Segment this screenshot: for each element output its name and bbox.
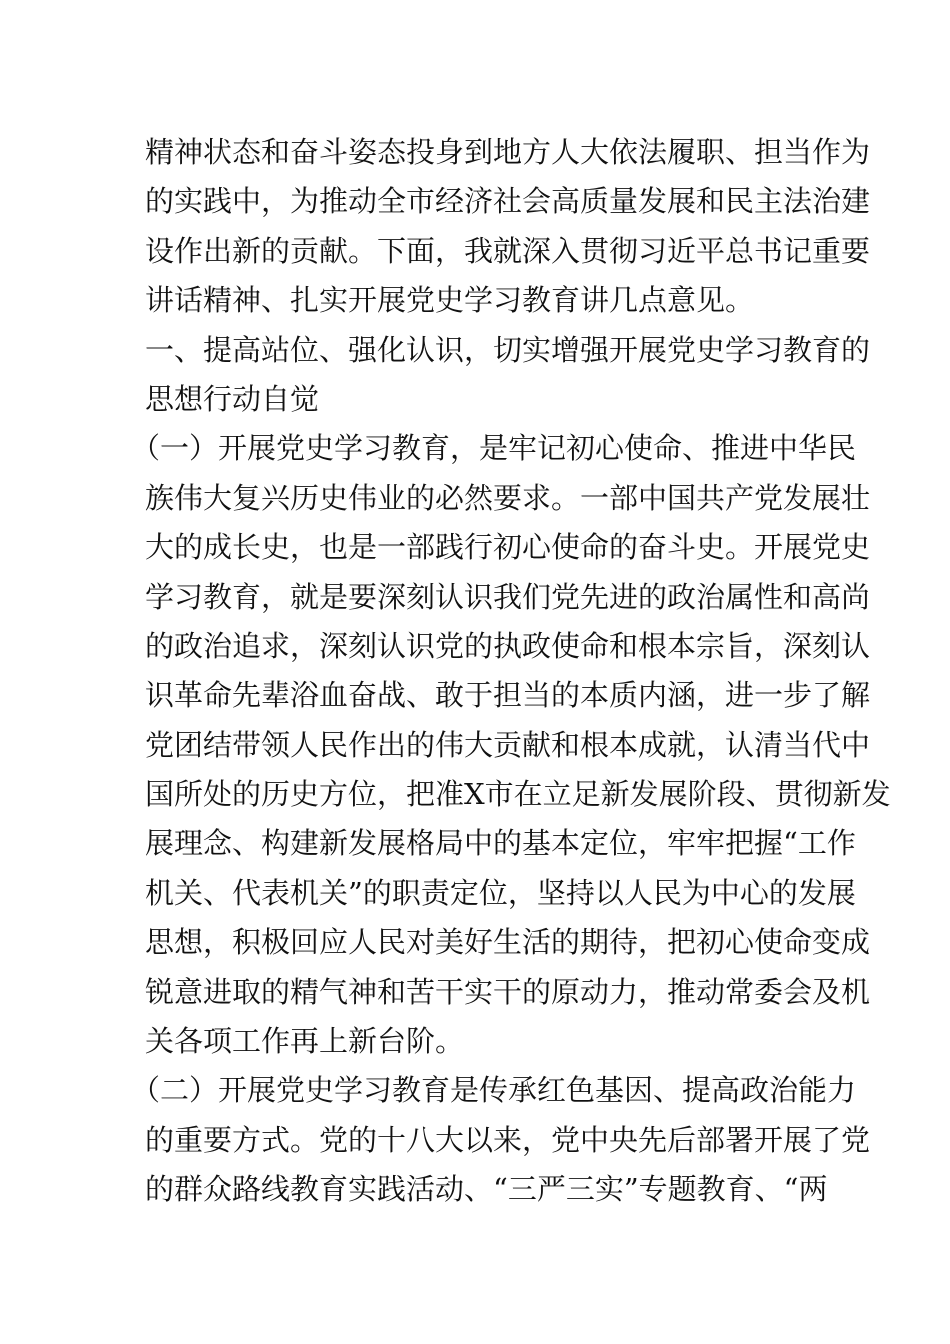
text-line: 大的成长史，也是一部践行初心使命的奋斗史。开展党史 (145, 530, 871, 565)
text-line: 族伟大复兴历史伟业的必然要求。一部中国共产党发展壮 (145, 480, 871, 515)
section-heading-line: 思想行动自觉 (145, 381, 320, 416)
text-line: 的群众路线教育实践活动、“三严三实”专题教育、“两 (145, 1172, 828, 1207)
text-line: 讲话精神、扎实开展党史学习教育讲几点意见。 (145, 283, 755, 318)
text-line: 的政治追求，深刻认识党的执政使命和根本宗旨，深刻认 (145, 628, 871, 663)
text-line: 机关、代表机关”的职责定位，坚持以人民为中心的发展 (145, 875, 856, 910)
text-line: 党团结带领人民作出的伟大贡献和根本成就，认清当代中 (145, 727, 871, 762)
text-line: 关各项工作再上新台阶。 (145, 1024, 465, 1059)
subsection-line: （二）开展党史学习教育是传承红色基因、提高政治能力 (131, 1073, 857, 1108)
text-line: 识革命先辈浴血奋战、敢于担当的本质内涵，进一步了解 (145, 678, 871, 713)
text-line: 精神状态和奋斗姿态投身到地方人大依法履职、担当作为 (145, 135, 871, 169)
subsection-line: （一）开展党史学习教育，是牢记初心使命、推进中华民 (131, 431, 857, 466)
text-line: 设作出新的贡献。下面，我就深入贯彻习近平总书记重要 (145, 233, 871, 268)
body-text (131, 128, 891, 1215)
text-line: 展理念、构建新发展格局中的基本定位，牢牢把握“工作 (145, 826, 856, 861)
section-heading-line: 一、提高站位、强化认识，切实增强开展党史学习教育的 (145, 332, 871, 367)
text-line: 思想，积极回应人民对美好生活的期待，把初心使命变成 (145, 925, 871, 960)
text-line: 锐意进取的精气神和苦干实干的原动力，推动常委会及机 (145, 974, 871, 1009)
text-line: 的重要方式。党的十八大以来，党中央先后部署开展了党 (145, 1122, 871, 1157)
text-line: 的实践中，为推动全市经济社会高质量发展和民主法治建 (145, 184, 871, 219)
text-line: 学习教育，就是要深刻认识我们党先进的政治属性和高尚 (145, 579, 871, 614)
text-line: 国所处的历史方位，把准X市在立足新发展阶段、贯彻新发 (145, 777, 891, 812)
